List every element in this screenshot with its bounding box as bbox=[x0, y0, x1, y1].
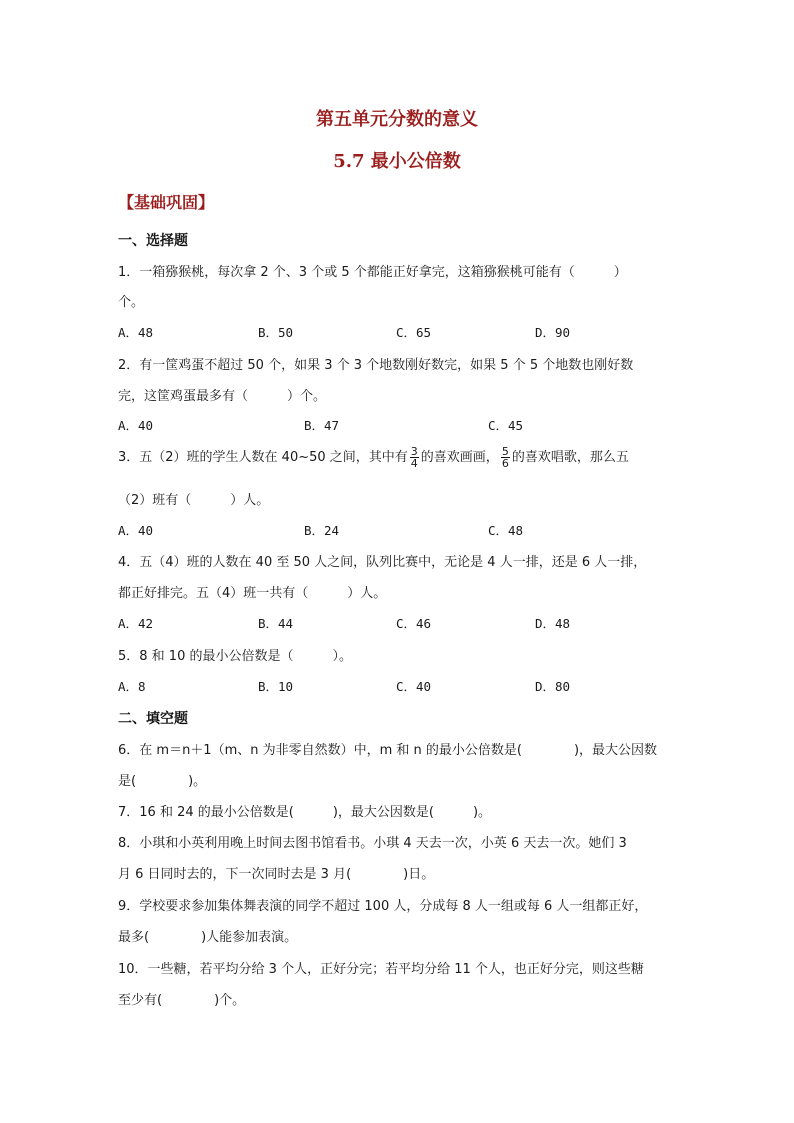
question-3-options bbox=[118, 521, 718, 539]
question-8-line-1: 8．小琪和小英利用晚上时间去图书馆看书。小琪 4 天去一次，小英 6 天去一次。她们 3 bbox=[118, 836, 627, 851]
page-title: 第五单元分数的意义 bbox=[316, 109, 478, 130]
question-3-text-b: 的喜欢画画， bbox=[420, 450, 499, 465]
option-a: A．8 bbox=[118, 679, 146, 694]
question-2-line-2: 完，这筐鸡蛋最多有（ ）个。 bbox=[118, 389, 327, 404]
option-b: B．47 bbox=[304, 418, 340, 433]
fraction-denominator: 6 bbox=[501, 457, 509, 470]
option-b: B．44 bbox=[258, 616, 294, 631]
question-3-line-1 bbox=[118, 446, 629, 469]
question-4-options bbox=[118, 614, 718, 632]
section-label: 【基础巩固】 bbox=[118, 193, 215, 212]
lesson-subtitle: 5.7 最小公倍数 bbox=[333, 151, 461, 172]
part1-heading: 一、选择题 bbox=[118, 233, 188, 249]
option-a: A．40 bbox=[118, 523, 154, 538]
question-2-options bbox=[118, 416, 718, 434]
option-b: B．10 bbox=[258, 679, 294, 694]
option-c: C．45 bbox=[488, 418, 524, 433]
option-a: A．42 bbox=[118, 616, 154, 631]
option-d: D．80 bbox=[535, 679, 571, 694]
question-8-line-2: 月 6 日同时去的，下一次同时去是 3 月( )日。 bbox=[118, 867, 435, 882]
question-9-line-2: 最多( )人能参加表演。 bbox=[118, 930, 298, 945]
question-10-line-1: 10．一些糖，若平均分给 3 个人，正好分完；若平均分给 11 个人，也正好分完，则这些糖 bbox=[118, 962, 644, 977]
fraction-five-sixths bbox=[501, 446, 510, 469]
question-4-line-1: 4．五（4）班的人数在 40 至 50 人之间，队列比赛中，无论是 4 人一排，还是 6 人一排， bbox=[118, 555, 647, 570]
option-c: C．46 bbox=[396, 616, 432, 631]
question-6-line-1: 6．在 m＝n＋1（m、n 为非零自然数）中，m 和 n 的最小公倍数是( )，最大公因数 bbox=[118, 743, 658, 758]
fraction-three-fourths bbox=[410, 446, 419, 469]
question-6-line-2: 是( )。 bbox=[118, 774, 207, 789]
question-1-options bbox=[118, 323, 718, 341]
part2-heading: 二、填空题 bbox=[118, 711, 188, 727]
question-2-line-1: 2．有一筐鸡蛋不超过 50 个，如果 3 个 3 个地数刚好数完，如果 5 个 5 个地数也刚好数 bbox=[118, 358, 634, 373]
option-d: D．90 bbox=[535, 325, 571, 340]
option-c: C．40 bbox=[396, 679, 432, 694]
question-7-line-1: 7．16 和 24 的最小公倍数是( )，最大公因数是( )。 bbox=[118, 805, 492, 820]
question-4-line-2: 都正好排完。五（4）班一共有（ ）人。 bbox=[118, 586, 387, 601]
option-a: A．48 bbox=[118, 325, 154, 340]
fraction-numerator: 5 bbox=[501, 445, 509, 458]
option-c: C．48 bbox=[488, 523, 524, 538]
question-5-options bbox=[118, 677, 718, 695]
option-b: B．24 bbox=[304, 523, 340, 538]
fraction-denominator: 4 bbox=[410, 457, 418, 470]
option-a: A．40 bbox=[118, 418, 154, 433]
question-10-line-2: 至少有( )个。 bbox=[118, 993, 246, 1008]
question-1-line-2: 个。 bbox=[118, 295, 145, 310]
option-d: D．48 bbox=[535, 616, 571, 631]
question-5-line-1: 5．8 和 10 的最小公倍数是（ ）。 bbox=[118, 649, 352, 664]
question-3-text-c: 的喜欢唱歌，那么五 bbox=[511, 450, 629, 465]
question-9-line-1: 9．学校要求参加集体舞表演的同学不超过 100 人，分成每 8 人一组或每 6 人一组都正好， bbox=[118, 899, 648, 914]
option-c: C．65 bbox=[396, 325, 432, 340]
question-1-line-1: 1．一箱猕猴桃，每次拿 2 个、3 个或 5 个都能正好拿完，这箱猕猴桃可能有（ ） bbox=[118, 265, 627, 280]
question-3-text-a: 3．五（2）班的学生人数在 40~50 之间，其中有 bbox=[118, 450, 408, 465]
question-3-line-2: （2）班有（ ）人。 bbox=[118, 493, 270, 508]
fraction-numerator: 3 bbox=[410, 445, 418, 458]
option-b: B．50 bbox=[258, 325, 294, 340]
